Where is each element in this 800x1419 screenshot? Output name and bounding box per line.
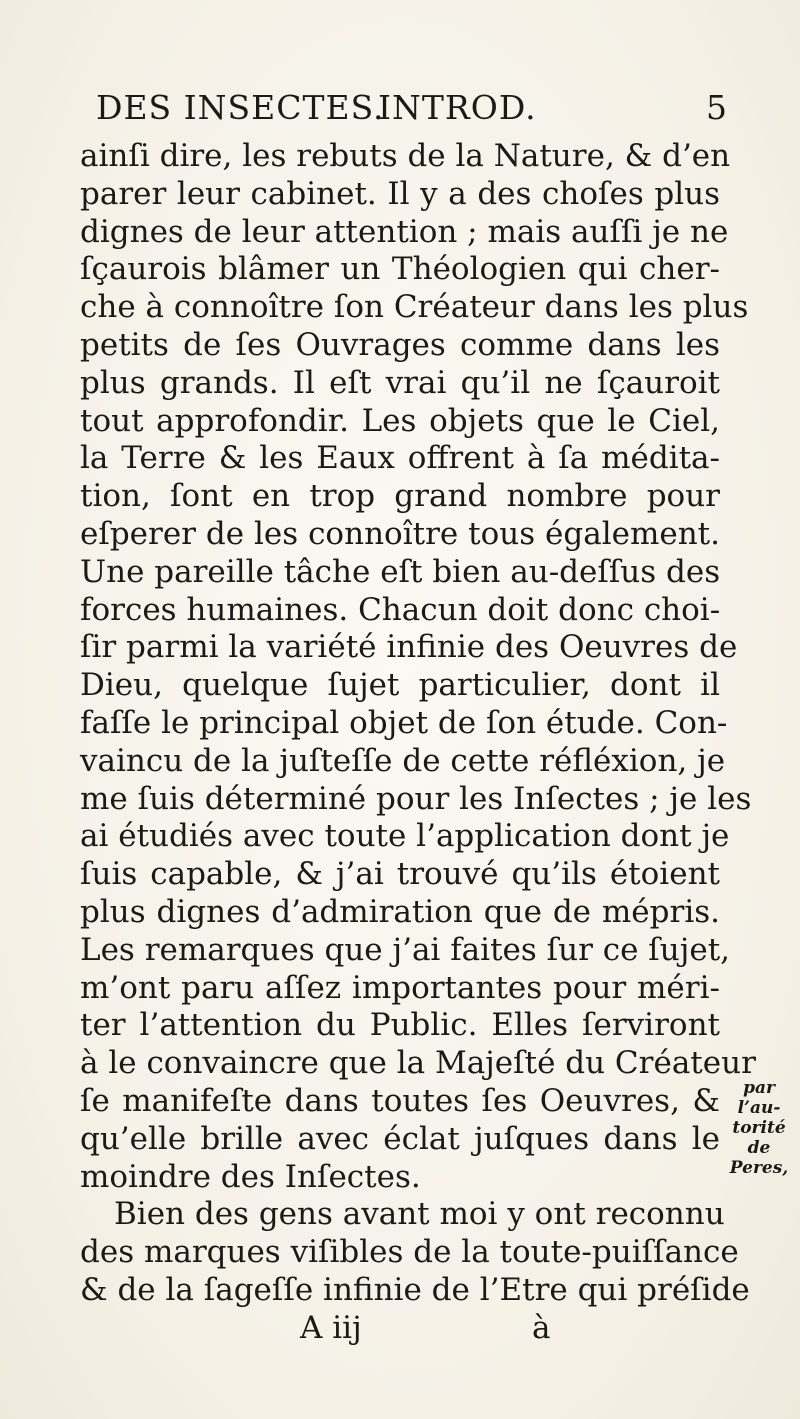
marginal-note-line: Peres, (729, 1158, 789, 1178)
text-line: forces humaines. Chacun doit donc choi- (80, 591, 721, 628)
text-line: vaincu de la juſteſſe de cette réfléxion, je (80, 742, 726, 779)
text-line: qu’elle brille avec éclat juſques dans le (80, 1120, 720, 1157)
text-line: ſuis capable, & j’ai trouvé qu’ils étoient (80, 856, 720, 893)
text-line: moindre des Inſectes. (80, 1158, 421, 1195)
paragraph-line: & de la ſageſſe infinie de l’Etre qui préſide (80, 1271, 750, 1308)
running-head (96, 88, 736, 128)
text-line: m’ont paru aſſez importantes pour méri- (80, 969, 720, 1006)
text-line: plus dignes d’admiration que de mépris. (80, 893, 720, 930)
text-line: petits de ſes Ouvrages comme dans les (80, 326, 720, 363)
marginal-note-line: torité de (732, 1118, 786, 1158)
signature-line (80, 1310, 720, 1348)
page-number: 5 (706, 88, 728, 127)
catchword: à (532, 1309, 551, 1346)
text-line: ter l’attention du Public. Elles ſerviront (80, 1007, 720, 1044)
text-line: Les remarques que j’ai faites ſur ce ſujet, (80, 931, 731, 968)
text-line: ſe manifeſte dans toutes ſes Oeuvres, & (80, 1082, 720, 1119)
running-head-title: DES INSECTES. (96, 88, 385, 127)
body-text (80, 138, 756, 1348)
text-line: che à connoître ſon Créateur dans les plus (80, 289, 749, 326)
text-line: Une pareille tâche eſt bien au-deſſus des (80, 553, 721, 590)
text-line: ſir parmi la variété infinie des Oeuvres de (80, 629, 738, 666)
text-line: me ſuis déterminé pour les Inſectes ; je les (80, 780, 752, 817)
marginal-note-line: par l’au- (737, 1078, 781, 1118)
text-line: à le convaincre que la Majeſté du Créateur (80, 1045, 756, 1082)
paragraph-line: Bien des gens avant moi y ont reconnu (114, 1196, 725, 1233)
text-line: Dieu, quelque ſujet particulier, dont il (80, 667, 720, 704)
text-line: ſçaurois blâmer un Théologien qui cher- (80, 251, 720, 288)
text-line: dignes de leur attention ; mais auſſi je ne (80, 213, 729, 250)
marginal-note (724, 1078, 794, 1178)
running-head-section: INTROD. (378, 88, 537, 127)
text-line: eſperer de les connoître tous également. (80, 515, 720, 552)
text-line: parer leur cabinet. Il y a des choſes plus (80, 175, 720, 212)
text-line: ai étudiés avec toute l’application dont je (80, 818, 730, 855)
text-line: faſſe le principal objet de ſon étude. Con- (80, 704, 728, 741)
text-line: plus grands. Il eſt vrai qu’il ne ſçauroit (80, 364, 720, 401)
paragraph-line: des marques viſibles de la toute-puiſſance (80, 1234, 739, 1271)
text-line: la Terre & les Eaux offrent à ſa médita- (80, 440, 720, 477)
text-line: tion, ſont en trop grand nombre pour (80, 478, 720, 515)
text-line: tout approfondir. Les objets que le Ciel, (80, 402, 720, 439)
signature-mark: A iij (300, 1309, 362, 1346)
text-line: ainſi dire, les rebuts de la Nature, & d’en (80, 138, 731, 174)
